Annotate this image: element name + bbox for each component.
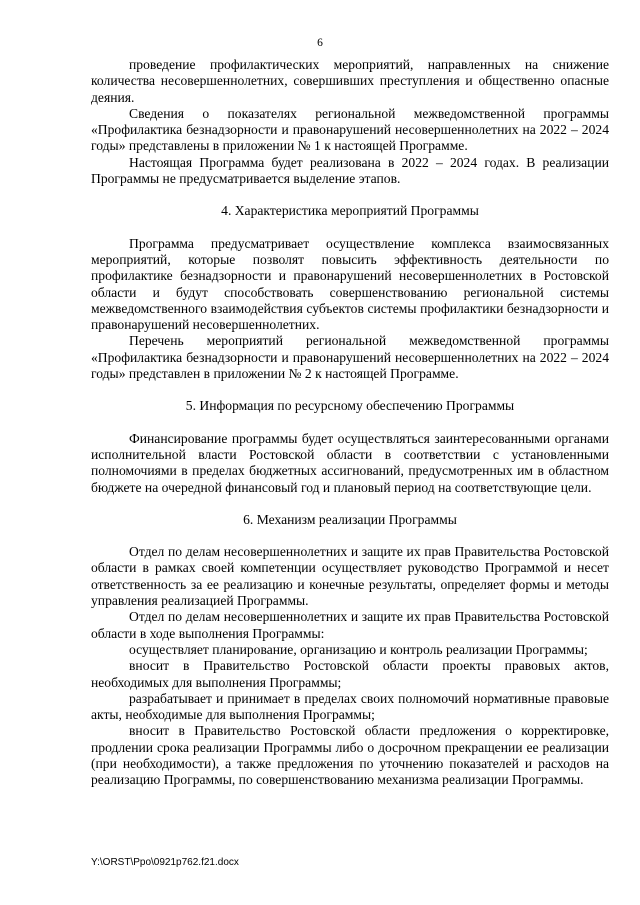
page-content [91,57,609,789]
paragraph: Настоящая Программа будет реализована в 2022 – 2024 годах. В реализации Программы не предусматривается выделение этапов. [91,154,609,187]
paragraph: вносит в Правительство Ростовской области проекты правовых актов, необходимых для выполнения Программы; [91,658,609,690]
paragraph: разрабатывает и принимает в пределах своих полномочий нормативные правовые акты, необходимые для выполнения Программы; [91,690,609,723]
paragraph: вносит в Правительство Ростовской области предложения о корректировке, продлении срока реализации Программы либо о досрочном прекращении ее реализации (при необходимости), а также предложения по уточнению показателей и расходов на реализацию Программы, по совершенствованию механизма реализации Программы. [91,723,609,788]
paragraph: проведение профилактических мероприятий, направленных на снижение количества несовершеннолетних, совершивших преступления и общественно опасные деяния. [91,57,609,105]
section-heading-4: 4. Характеристика мероприятий Программы [221,203,479,219]
paragraph: Отдел по делам несовершеннолетних и защите их прав Правительства Ростовской области в рамках своей компетенции осуществляет руководство Программой и несет ответственность за ее реализацию и конечные результаты, определяет формы и методы управления реализацией Программы. [91,544,609,609]
section-heading-6: 6. Механизм реализации Программы [243,511,457,527]
paragraph: Отдел по делам несовершеннолетних и защите их прав Правительства Ростовской области в ходе выполнения Программы: [91,609,609,641]
paragraph: осуществляет планирование, организацию и контроль реализации Программы; [129,641,588,657]
page-number: 6 [317,37,323,49]
paragraph: Финансирование программы будет осуществляться заинтересованными органами исполнительной власти Ростовской области в соответствии с установленными полномочиями в пределах бюджетных ассигнований, предусмотренных им в областном бюджете на очередной финансовый год и плановый период на соответствующие цели. [91,430,609,495]
section-heading-5: 5. Информация по ресурсному обеспечению Программы [185,398,515,414]
paragraph: Программа предусматривает осуществление комплекса взаимосвязанных мероприятий, которые позволят повысить эффективность деятельности по профилактике безнадзорности и правонарушений несовершеннолетних в Ростовской области и будут способствовать совершенствованию региональной системы межведомственного взаимодействия субъектов системы профилактики безнадзорности и правонарушений несовершеннолетних. [91,235,609,333]
file-path-footer: Y:\ORST\Ppo\0921p762.f21.docx [91,857,239,868]
paragraph: Сведения о показателях региональной межведомственной программы «Профилактика безнадзорности и правонарушений несовершеннолетних на 2022 – 2024 годы» представлены в приложении № 1 к настоящей Программе. [91,105,609,154]
paragraph: Перечень мероприятий региональной межведомственной программы «Профилактика безнадзорности и правонарушений несовершеннолетних на 2022 – 2024 годы» представлен в приложении № 2 к настоящей Программе. [91,333,609,382]
